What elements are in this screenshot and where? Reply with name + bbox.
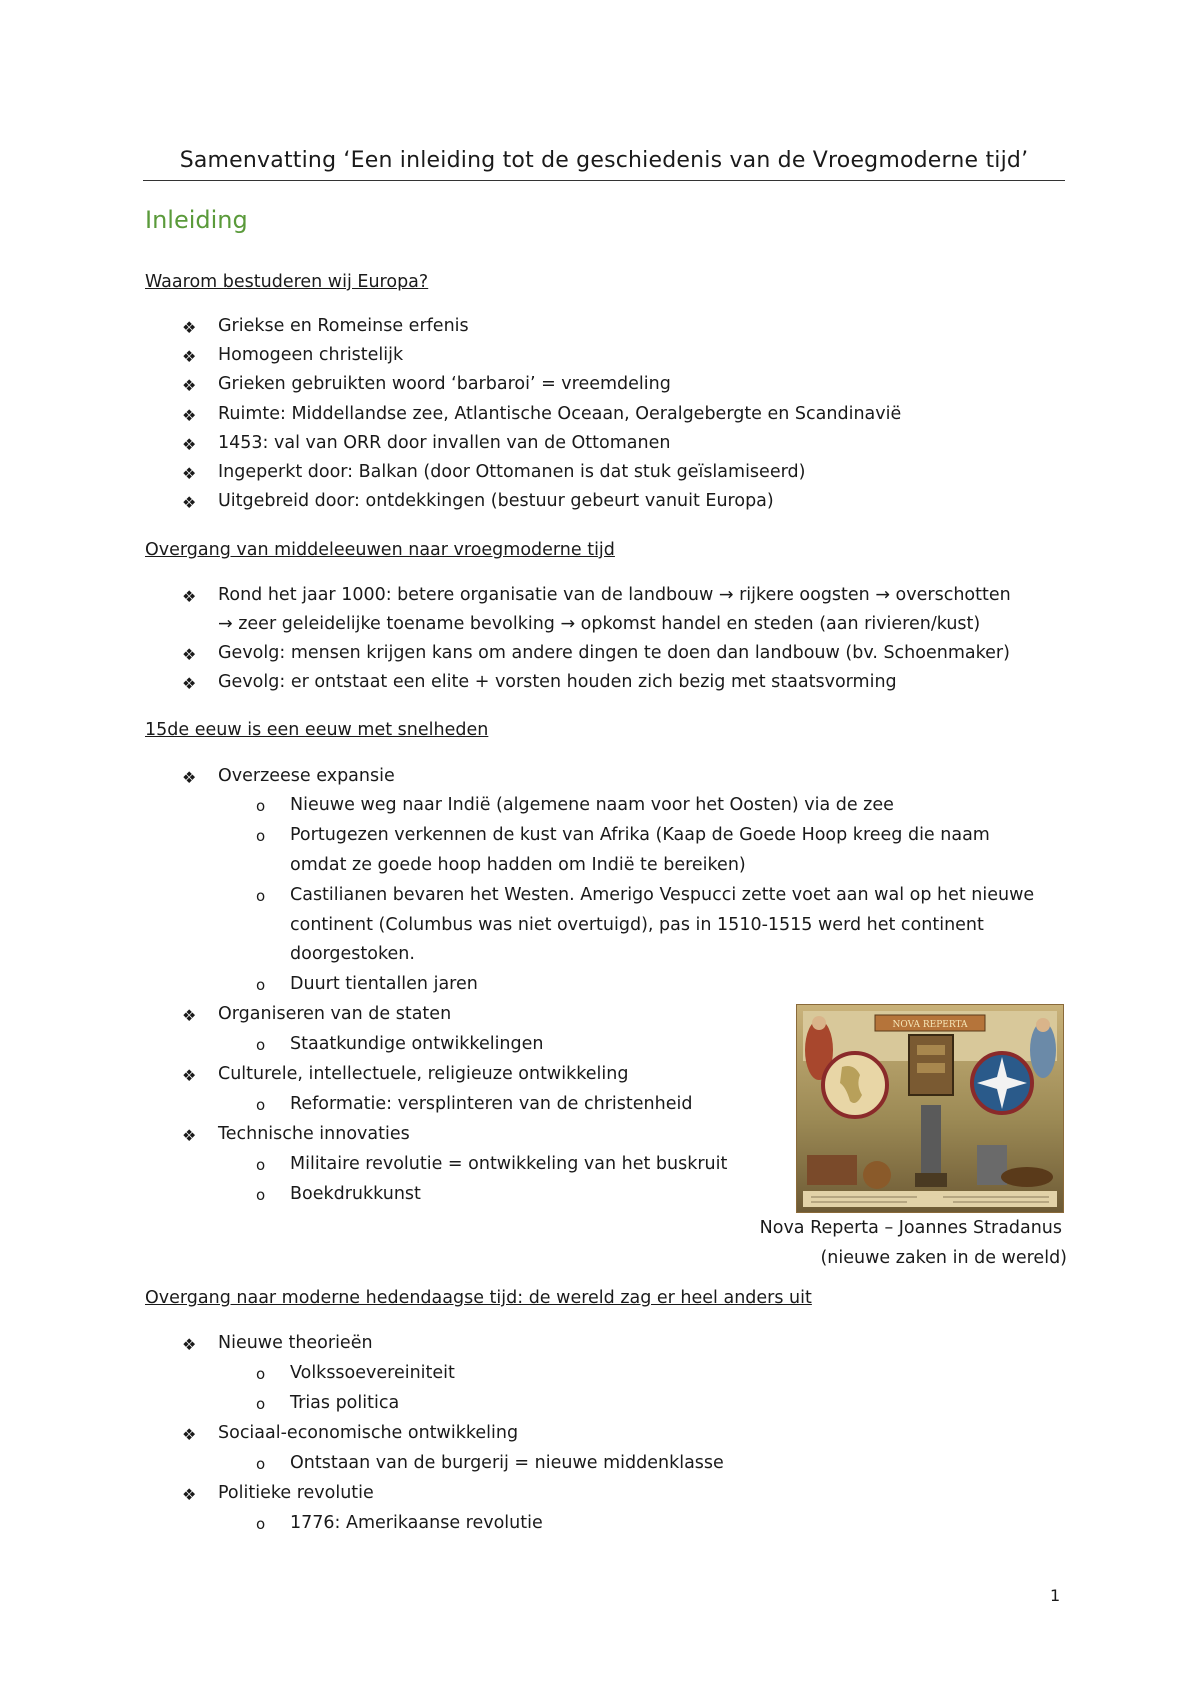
circle-bullet-icon: o: [256, 1036, 266, 1054]
sub-list-item: Ontstaan van de burgerij = nieuwe middenklasse: [290, 1453, 724, 1473]
list-item: Homogeen christelijk: [218, 345, 404, 365]
circle-bullet-icon: o: [256, 827, 266, 845]
diamond-bullet-icon: ❖: [182, 1335, 197, 1354]
list-item-continuation: → zeer geleidelijke toename bevolking → opkomst handel en steden (aan rivieren/kust): [218, 614, 981, 634]
diamond-bullet-icon: ❖: [182, 376, 197, 395]
diamond-bullet-icon: ❖: [182, 1066, 197, 1085]
list-item: Gevolg: er ontstaat een elite + vorsten houden zich bezig met staatsvorming: [218, 672, 897, 692]
title-underline: [143, 180, 1065, 181]
sub-list-item-continuation: omdat ze goede hoop hadden om Indië te bereiken): [290, 855, 746, 875]
subheading-15de-eeuw: 15de eeuw is een eeuw met snelheden: [145, 720, 489, 740]
figure-caption-line-2: (nieuwe zaken in de wereld): [820, 1248, 1067, 1268]
diamond-bullet-icon: ❖: [182, 1006, 197, 1025]
sub-list-item: Trias politica: [290, 1393, 400, 1413]
list-item: Nieuwe theorieën: [218, 1333, 373, 1353]
list-item: Ruimte: Middellandse zee, Atlantische Oceaan, Oeralgebergte en Scandinavië: [218, 404, 902, 424]
list-item: Organiseren van de staten: [218, 1004, 452, 1024]
list-item: Sociaal-economische ontwikkeling: [218, 1423, 519, 1443]
circle-bullet-icon: o: [256, 797, 266, 815]
sub-list-item: Portugezen verkennen de kust van Afrika (Kaap de Goede Hoop kreeg die naam: [290, 825, 990, 845]
list-item: Griekse en Romeinse erfenis: [218, 316, 469, 336]
sub-list-item: Boekdrukkunst: [290, 1184, 421, 1204]
sub-list-item-continuation: doorgestoken.: [290, 944, 415, 964]
circle-bullet-icon: o: [256, 1515, 266, 1533]
circle-bullet-icon: o: [256, 1395, 266, 1413]
sub-list-item: 1776: Amerikaanse revolutie: [290, 1513, 543, 1533]
diamond-bullet-icon: ❖: [182, 1485, 197, 1504]
list-item: Politieke revolutie: [218, 1483, 374, 1503]
sub-list-item: Castilianen bevaren het Westen. Amerigo Vespucci zette voet aan wal op het nieuwe: [290, 885, 1035, 905]
document-title: Samenvatting ‘Een inleiding tot de geschiedenis van de Vroegmoderne tijd’: [179, 148, 1029, 173]
sub-list-item: Nieuwe weg naar Indië (algemene naam voor het Oosten) via de zee: [290, 795, 894, 815]
subheading-overgang-middeleeuwen: Overgang van middeleeuwen naar vroegmoderne tijd: [145, 540, 615, 560]
diamond-bullet-icon: ❖: [182, 464, 197, 483]
circle-bullet-icon: o: [256, 1096, 266, 1114]
page-number: 1: [1050, 1586, 1061, 1605]
list-item: Rond het jaar 1000: betere organisatie van de landbouw → rijkere oogsten → overschotten: [218, 585, 1011, 605]
diamond-bullet-icon: ❖: [182, 347, 197, 366]
circle-bullet-icon: o: [256, 1186, 266, 1204]
circle-bullet-icon: o: [256, 976, 266, 994]
subheading-overgang-moderne: Overgang naar moderne hedendaagse tijd: de wereld zag er heel anders uit: [145, 1288, 812, 1308]
diamond-bullet-icon: ❖: [182, 674, 197, 693]
diamond-bullet-icon: ❖: [182, 435, 197, 454]
list-item: Technische innovaties: [218, 1124, 410, 1144]
list-item: Uitgebreid door: ontdekkingen (bestuur gebeurt vanuit Europa): [218, 491, 774, 511]
diamond-bullet-icon: ❖: [182, 1126, 197, 1145]
circle-bullet-icon: o: [256, 1156, 266, 1174]
diamond-bullet-icon: ❖: [182, 318, 197, 337]
figure-caption-line-1: Nova Reperta – Joannes Stradanus: [759, 1218, 1062, 1238]
nova-reperta-image: [796, 1004, 1064, 1213]
circle-bullet-icon: o: [256, 1455, 266, 1473]
diamond-bullet-icon: ❖: [182, 1425, 197, 1444]
list-item: Gevolg: mensen krijgen kans om andere dingen te doen dan landbouw (bv. Schoenmaker): [218, 643, 1010, 663]
sub-list-item: Volkssoevereiniteit: [290, 1363, 455, 1383]
sub-list-item: Staatkundige ontwikkelingen: [290, 1034, 544, 1054]
diamond-bullet-icon: ❖: [182, 645, 197, 664]
subheading-waarom: Waarom bestuderen wij Europa?: [145, 272, 429, 292]
diamond-bullet-icon: ❖: [182, 768, 197, 787]
sub-list-item-continuation: continent (Columbus was niet overtuigd), pas in 1510-1515 werd het continent: [290, 915, 984, 935]
list-item: Culturele, intellectuele, religieuze ontwikkeling: [218, 1064, 629, 1084]
sub-list-item: Reformatie: versplinteren van de christenheid: [290, 1094, 693, 1114]
diamond-bullet-icon: ❖: [182, 493, 197, 512]
section-heading-inleiding: Inleiding: [145, 206, 248, 234]
sub-list-item: Duurt tientallen jaren: [290, 974, 478, 994]
sub-list-item: Militaire revolutie = ontwikkeling van het buskruit: [290, 1154, 728, 1174]
list-item: Ingeperkt door: Balkan (door Ottomanen is dat stuk geïslamiseerd): [218, 462, 806, 482]
diamond-bullet-icon: ❖: [182, 587, 197, 606]
circle-bullet-icon: o: [256, 887, 266, 905]
circle-bullet-icon: o: [256, 1365, 266, 1383]
list-item: Grieken gebruikten woord ‘barbaroi’ = vreemdeling: [218, 374, 671, 394]
list-item: Overzeese expansie: [218, 766, 395, 786]
list-item: 1453: val van ORR door invallen van de Ottomanen: [218, 433, 671, 453]
banner-text: NOVA REPERTA: [892, 1020, 968, 1030]
diamond-bullet-icon: ❖: [182, 406, 197, 425]
